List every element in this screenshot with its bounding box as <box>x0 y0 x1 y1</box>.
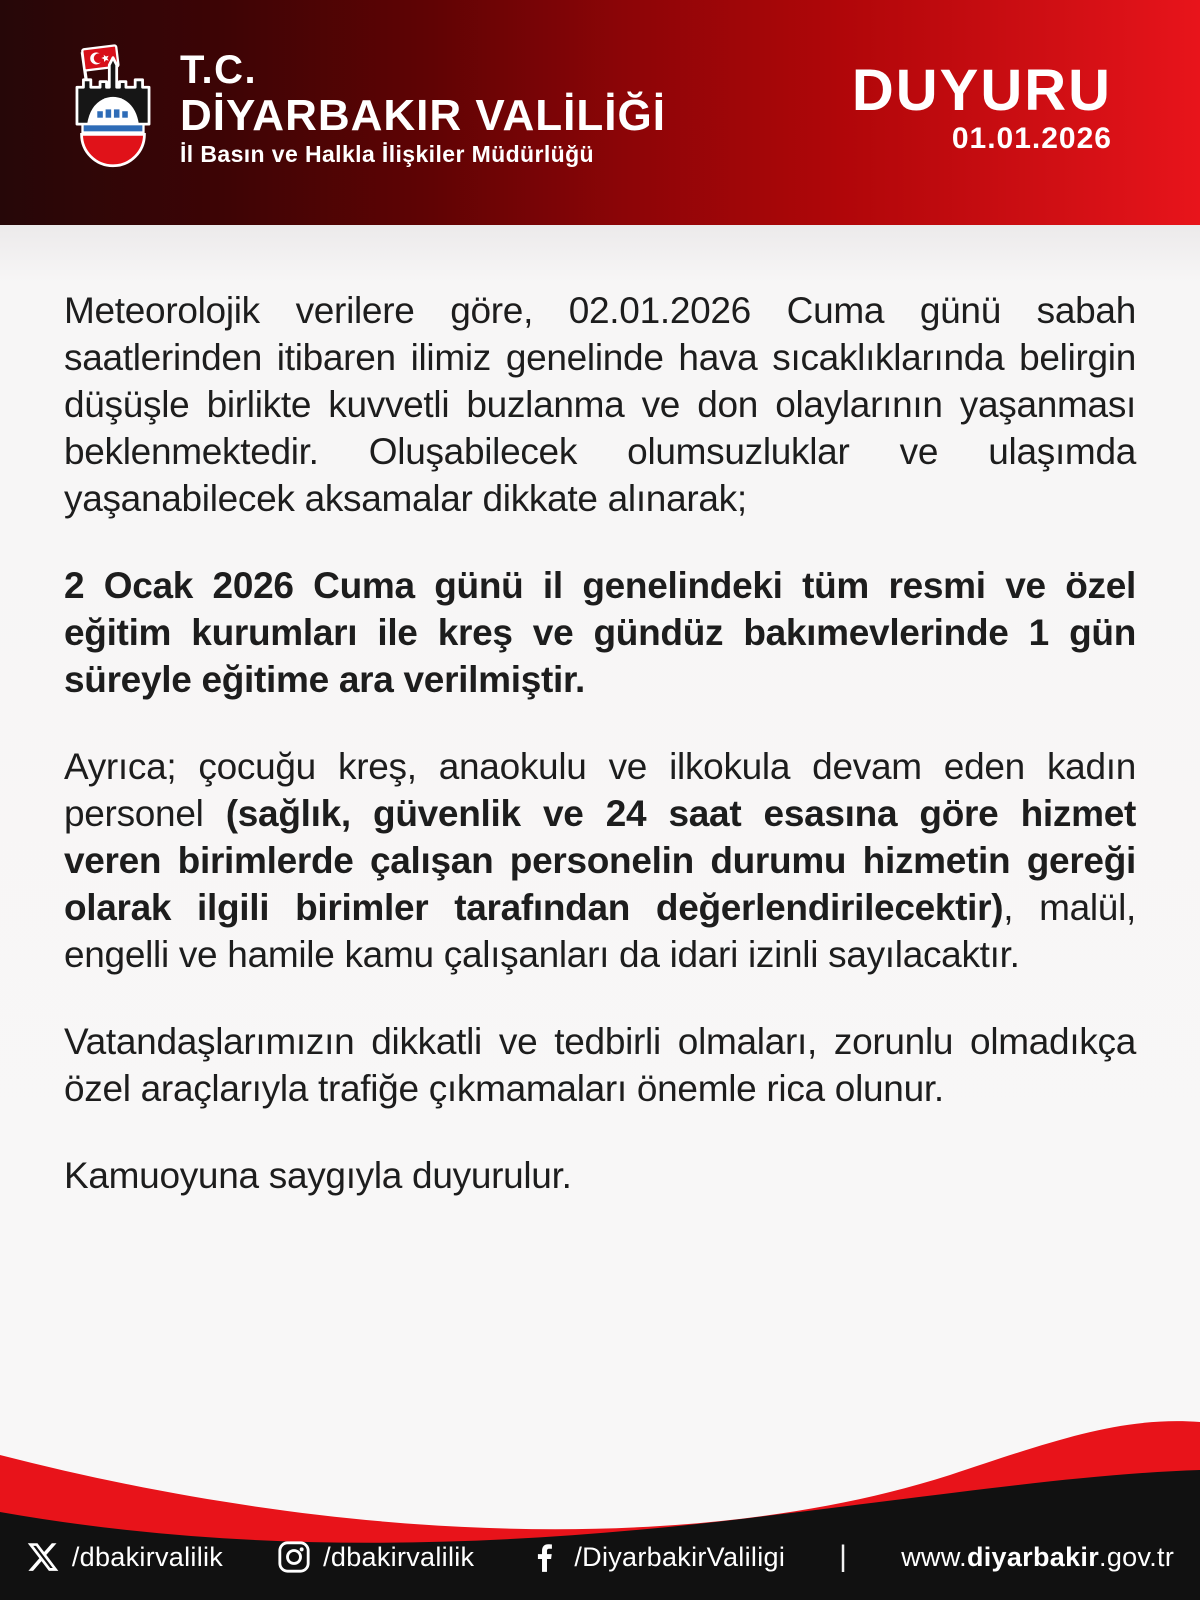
valilik-logo <box>62 41 164 180</box>
paragraph-segment: Kamuoyuna saygıyla duyurulur. <box>64 1155 572 1196</box>
footer-separator: | <box>839 1540 848 1573</box>
x-icon <box>26 1540 60 1574</box>
announcement-badge <box>851 57 1112 155</box>
header-banner <box>0 0 1200 225</box>
announcement-date: 01.01.2026 <box>951 121 1112 155</box>
announcement-label: DUYURU <box>851 57 1112 123</box>
social-link[interactable] <box>26 1540 223 1574</box>
footer-banner <box>0 1380 1200 1600</box>
castle-emblem-icon <box>62 41 164 175</box>
website-domain: diyarbakir <box>966 1541 1100 1572</box>
paragraph-segment: Ayrıca; çocuğu kreş, anaokulu ve ilkokula devam eden kadın personel <box>64 746 1136 834</box>
social-bar-items <box>26 1540 785 1574</box>
agency-titles <box>180 47 666 167</box>
facebook-icon <box>528 1540 562 1574</box>
website-link[interactable] <box>901 1542 1174 1573</box>
paragraph <box>64 743 1136 978</box>
social-handle: /dbakirvalilik <box>71 1541 224 1572</box>
website-prefix: www. <box>901 1541 967 1572</box>
social-bar <box>0 1540 1200 1574</box>
announcement-body <box>0 225 1200 1380</box>
website-suffix: .gov.tr <box>1099 1541 1175 1572</box>
paragraph-segment: Vatandaşlarımızın dikkatli ve tedbirli olmaları, zorunlu olmadıkça özel araçlarıyla trafiğe çıkmamaları önemle rica olunur. <box>64 1021 1136 1109</box>
paragraph <box>64 1018 1136 1112</box>
paragraph-segment: , malül, engelli ve hamile kamu çalışanları da idari izinli sayılacaktır. <box>64 887 1136 975</box>
paragraph <box>64 1152 1136 1199</box>
paragraph-segment-bold: (sağlık, güvenlik ve 24 saat esasına göre hizmet veren birimlerde çalışan personelin durumu hizmetin gereği olarak ilgili birimler tarafından değerlendirilecektir) <box>64 793 1137 928</box>
agency-subtitle: İl Basın ve Halkla İlişkiler Müdürlüğü <box>180 140 594 167</box>
paragraph <box>64 287 1136 522</box>
instagram-icon <box>277 1540 311 1574</box>
agency-tc: T.C. <box>180 47 258 92</box>
paragraph-segment-bold: 2 Ocak 2026 Cuma günü il genelindeki tüm resmi ve özel eğitim kurumları ile kreş ve gündüz bakımevlerinde 1 gün süreyle eğitime ara verilmiştir. <box>64 565 1136 700</box>
social-handle: /dbakirvalilik <box>323 1541 475 1572</box>
social-link[interactable] <box>277 1540 474 1574</box>
paragraph <box>64 562 1136 703</box>
social-handle: /DiyarbakirValiligi <box>574 1541 786 1572</box>
paragraph-segment: Meteorolojik verilere göre, 02.01.2026 Cuma günü sabah saatlerinden itibaren ilimiz genelinde hava sıcaklıklarında belirgin düşüşle birlikte kuvvetli buzlanma ve don olaylarının yaşanması beklenmektedir. Oluşabilecek olumsuzluklar ve ulaşımda yaşanabilecek aksamalar dikkate alınarak; <box>64 290 1136 519</box>
agency-name: DİYARBAKIR VALİLİĞİ <box>180 90 666 140</box>
social-link[interactable] <box>528 1540 785 1574</box>
